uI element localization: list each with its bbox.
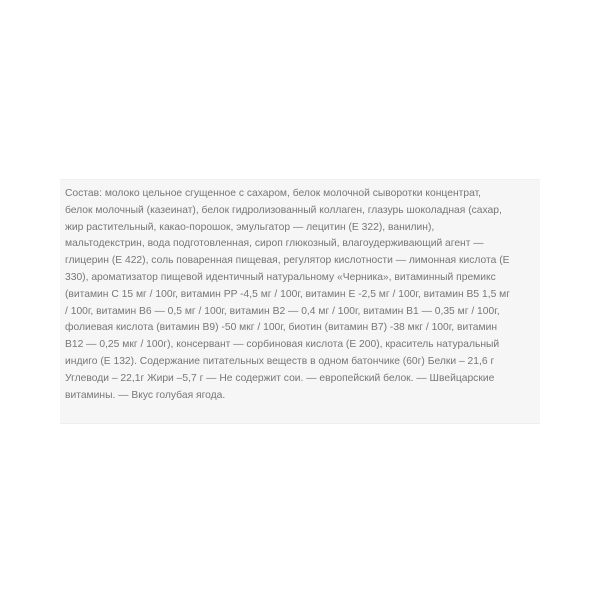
composition-panel bbox=[60, 179, 540, 424]
composition-text: Состав: молоко цельное сгущенное с сахаром, белок молочной сыворотки концентрат, белок молочный (казеинат), белок гидролизованный коллаген, глазурь шоколадная (сахар, жир растительный, какао-порошок, эмульгатор — лецитин (E 322), ванилин), мальтодекстрин, вода подготовленная, сироп глюкозный, влагоудерживающий агент — глицерин (E 422), соль поваренная пищевая, регулятор кислотности — лимонная кислота (E 330), ароматизатор пищевой идентичный натуральному «Черника», витаминный премикс (витамин С 15 мг / 100г, витамин PP -4,5 мг / 100г, витамин E -2,5 мг / 100г, витамин B5 1,5 мг / 100г, витамин B6 — 0,5 мг / 100г, витамин B2 — 0,4 мг / 100г, витамин B1 — 0,35 мг / 100г, фолиевая кислота (витамин B9) -50 мкг / 100г, биотин (витамин B7) -38 мкг / 100г, витамин B12 — 0,25 мкг / 100г), консервант — сорбиновая кислота (E 200), краситель натуральный индиго (E 132). Содержание питательных веществ в одном батончике (60г) Белки – 21,6 г Углеводи – 22,1г Жири –5,7 г — Не содержит сои. — европейский белок. — Швейцарские витамины. — Вкус голубая ягода. bbox=[65, 188, 511, 401]
